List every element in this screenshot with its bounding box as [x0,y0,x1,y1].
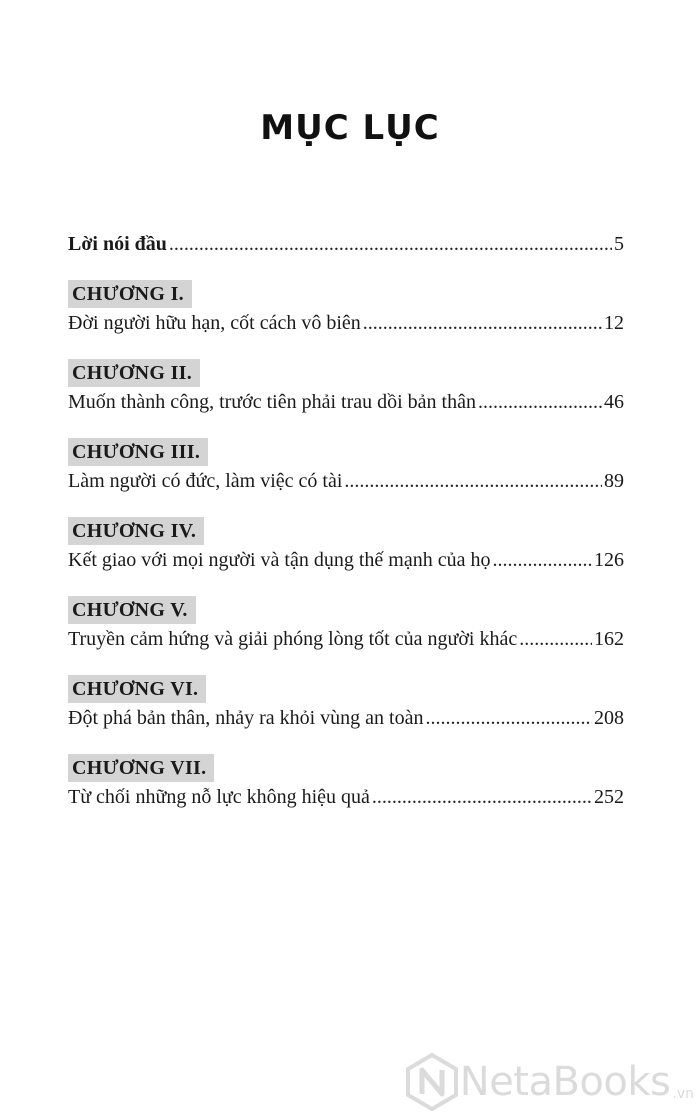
chapter-page-number: 89 [604,470,624,492]
chapter-label: CHƯƠNG VI. [68,675,206,703]
dot-leader [519,627,592,651]
watermark [404,1052,694,1112]
dot-leader [372,785,592,809]
chapter-title: Đột phá bản thân, nhảy ra khỏi vùng an toàn [68,707,424,729]
toc-entry [68,469,624,493]
chapter-title: Kết giao với mọi người và tận dụng thế mạnh của họ [68,549,491,571]
chapter-page-number: 208 [594,707,624,729]
dot-leader [425,706,592,730]
chapter-label: CHƯƠNG IV. [68,517,204,545]
toc-entry [68,785,624,809]
chapter-title: Truyền cảm hứng và giải phóng lòng tốt của người khác [68,628,518,650]
chapter-title: Làm người có đức, làm việc có tài [68,470,343,492]
chapter-title: Từ chối những nỗ lực không hiệu quả [68,786,370,808]
page-title: MỤC LỤC [260,108,440,148]
chapter-6 [68,675,624,730]
chapter-3 [68,438,624,493]
chapter-label: CHƯƠNG III. [68,438,208,466]
chapter-page-number: 162 [594,628,624,650]
watermark-suffix: .vn [672,1086,694,1102]
chapter-page-number: 252 [594,786,624,808]
intro-title: Lời nói đầu [68,233,167,255]
chapter-label: CHƯƠNG II. [68,359,200,387]
chapter-title: Đời người hữu hạn, cốt cách vô biên [68,312,361,334]
dot-leader [492,548,592,572]
chapter-2 [68,359,624,414]
table-of-contents [68,232,624,809]
chapter-page-number: 12 [604,312,624,334]
chapter-label: CHƯƠNG V. [68,596,196,624]
toc-entry [68,390,624,414]
chapter-4 [68,517,624,572]
toc-entry [68,706,624,730]
chapter-page-number: 46 [604,391,624,413]
dot-leader [363,311,602,335]
toc-entry-intro [68,232,624,256]
chapter-title: Muốn thành công, trước tiên phải trau dồi bản thân [68,391,476,413]
dot-leader [344,469,602,493]
toc-entry [68,627,624,651]
toc-entry [68,311,624,335]
chapter-label: CHƯƠNG I. [68,280,192,308]
dot-leader [478,390,602,414]
chapter-5 [68,596,624,651]
intro-page-number: 5 [614,233,624,255]
watermark-brand: NetaBooks [459,1059,671,1105]
chapter-page-number: 126 [594,549,624,571]
chapter-label: CHƯƠNG VII. [68,754,214,782]
chapter-7 [68,754,624,809]
dot-leader [169,232,612,256]
netabooks-logo-icon [404,1052,460,1112]
toc-entry [68,548,624,572]
chapter-1 [68,280,624,335]
